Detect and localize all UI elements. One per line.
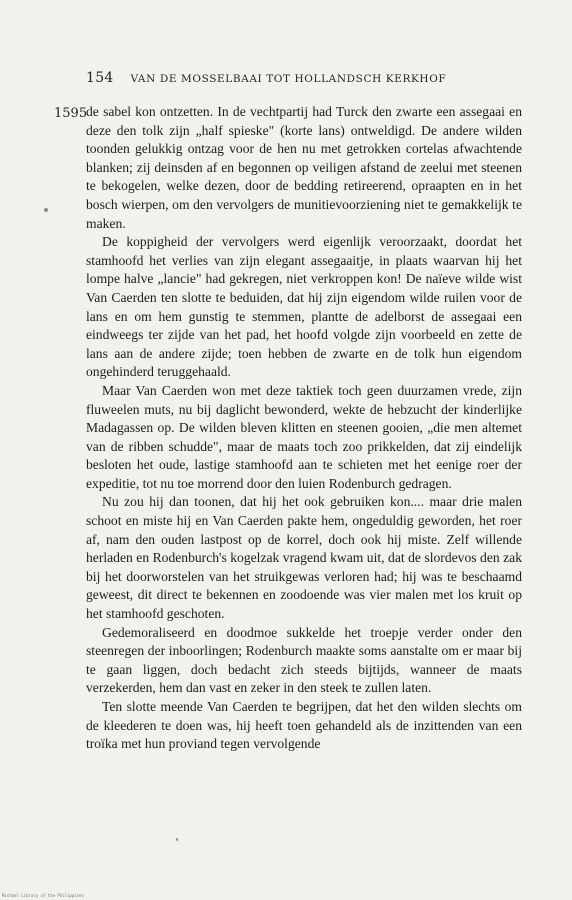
paragraph-4: Nu zou hij dan toonen, dat hij het ook gebruiken kon.... maar drie malen schoot en miste hij en Van Caerden pakte hem, ongeduldig geworden, het roer af, nam den ouden lastpost op de korrel, doch ook hij miste. Zelf willende herladen en Rodenburch's kogelzak vragend kwam uit, dat de slordevos den zak bij het doorworstelen van het struikgewas verloren had; hij was te beschaamd geweest, dit direct te bekennen en zoodoende was vier malen met los kruit op het stamhoofd geschoten. <box>86 494 522 622</box>
paragraph-2: De koppigheid der vervolgers werd eigenlijk veroorzaakt, doordat het stamhoofd het verlies van zijn elegant assegaaitje, in plaats waarvan hij het lompe halve „lancie" had gekregen, niet verkroppen kon! De naïeve wilde wist Van Caerden ten slotte te beduiden, dat hij zijn eigendom wilde ruilen voor de lans en om hem gunstig te stemmen, plantte de adelborst de assegaai een eindweegs ter zijde van het pad, het hoofd volgde zijn voorbeeld en zette de lans aan de andere zijde; toen hebben de zwarte en de tolk hun eigendom ongehinderd teruggehaald. <box>86 234 522 380</box>
paragraph-6: Ten slotte meende Van Caerden te begrijpen, dat het den wilden slechts om de kleederen te doen was, hij heeft toen gehandeld als de inzittenden van een troïka met hun proviand tegen vervolgende <box>86 699 522 752</box>
running-title: VAN DE MOSSELBAAI TOT HOLLANDSCH KERKHOF <box>130 73 447 85</box>
page-header <box>86 70 486 86</box>
paragraph-1: de sabel kon ontzetten. In de vechtpartij had Turck den zwarte een assegaai en deze den tolk zijn „half spieske" (korte lans) ontweldigd. De andere wilden toonden gelukkig ontzag voor de hen nu met getrokken cortelas afwachtende blanken; zij deinsden af en begonnen op veiligen afstand de zeelui met steenen te bekogelen, welke dezen, door de bedding retireerend, opraapten en in het bosch wierpen, om den vervolgers de munitievoorziening niet te gemakkelijk te maken. <box>86 104 522 231</box>
margin-year: 1595 <box>54 106 88 121</box>
paper-speck <box>176 838 178 841</box>
paper-speck <box>44 208 48 212</box>
paragraph-5: Gedemoraliseerd en doodmoe sukkelde het troepje verder onder den steenregen der inboorlingen; Rodenburch maakte soms aanstalte om er maar bij te gaan liggen, doch bedacht zich steeds bijtijds, wanneer de maats verzekerden, hem dan vast en zeker in den steek te zullen laten. <box>86 624 522 696</box>
scan-footer-note: Michael Library of the Philippines <box>2 893 84 898</box>
body-text <box>86 103 522 754</box>
paragraph-3: Maar Van Caerden won met deze taktiek toch geen duurzamen vrede, zijn fluweelen muts, nu bij daglicht bewonderd, wekte de hebzucht der kinderlijke Madagassen op. De wilden bleven klitten en steenen gooien, „die men altemet van de ribben schudde", maar de maats toch zoo prikkelden, dat zij eindelijk besloten het oude, lastige stamhoofd aan te schieten met het eenige roer der expeditie, tot nu toe morrend door den luien Rodenburch gedragen. <box>86 382 522 491</box>
page-number: 154 <box>86 70 114 86</box>
